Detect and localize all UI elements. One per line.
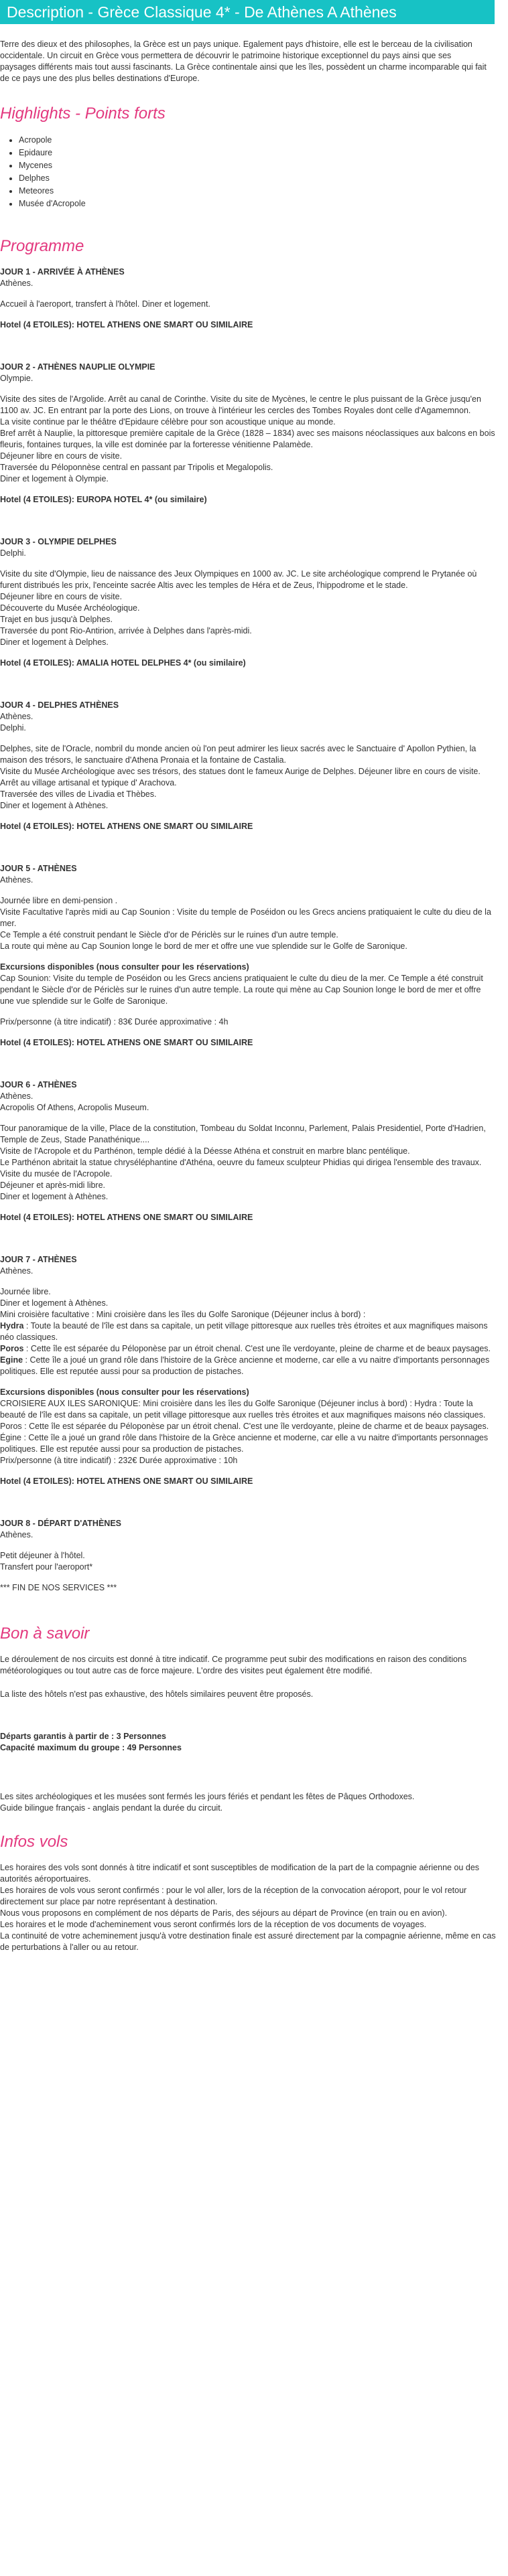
description-line: Diner et logement à Athènes. — [0, 801, 109, 810]
day-description — [0, 394, 496, 485]
programme-heading: Programme — [0, 237, 84, 255]
depart-garanti: Départs garantis à partir de : 3 Personnes — [0, 1732, 167, 1741]
hotel-line: Hotel (4 ETOILES): HOTEL ATHENS ONE SMART OU SIMILAIRE — [0, 1476, 253, 1486]
day-place: Athènes. — [0, 1266, 34, 1276]
excursions-heading: Excursions disponibles (nous consulter pour les réservations) — [0, 962, 249, 972]
day-description — [0, 743, 496, 812]
description-text: : Cette île est séparée du Péloponèse par un étroit chenal. C'est une île verdoyante, pleine de charme et de beaux paysages. — [23, 1344, 491, 1353]
infos-vols-section — [0, 1833, 496, 1953]
vol-line: Les horaires et le mode d'acheminement vous seront confirmés lors de la réception de vos documents de voyages. — [0, 1920, 427, 1929]
note-paragraph: Les sites archéologiques et les musées sont fermés les jours fériés et pendant les fêtes de Pâques Orthodoxes. — [0, 1792, 415, 1801]
day-title: JOUR 1 - ARRIVÉE À ATHÈNES — [0, 267, 125, 277]
description-line: Déjeuner libre en cours de visite. — [0, 451, 123, 461]
description-line — [0, 1355, 496, 1377]
day-place: Athènes. — [0, 279, 34, 288]
island-name: Hydra — [0, 1321, 24, 1331]
description-line: Visite du site d'Olympie, lieu de naissance des Jeux Olympiques en 1000 av. JC. Le site archéologique comprend le Prytanée où furent distribués les prix, l'enceinte sacrée Altis avec les temples de Héra et de Zeus, l'hippodrome et le stade. — [0, 569, 477, 590]
description-line: Tour panoramique de la ville, Place de la constitution, Tombeau du Soldat Inconnu, Parlement, Palais Presidentiel, Porte d'Hadrien, Temple de Zeus, Stade Panathénique.... — [0, 1124, 486, 1144]
hotel-line: Hotel (4 ETOILES): HOTEL ATHENS ONE SMART OU SIMILAIRE — [0, 1038, 253, 1047]
description-line: Prix/personne (à titre indicatif) : 83€ Durée approximative : 4h — [0, 1017, 229, 1027]
vol-line: Les horaires des vols sont donnés à titre indicatif et sont susceptibles de modification de la part de la compagnie aérienne ou des autorités aéroportuaires. — [0, 1863, 480, 1884]
description-line: Arrêt au village artisanal et typique d' Arachova. — [0, 778, 177, 787]
description-line: Diner et logement à Athènes. — [0, 1192, 109, 1201]
vol-line: Les horaires de vols vous seront confirmés : pour le vol aller, lors de la réception de la convocation aéroport, pour le vol retour directement sur place par notre représentant à destination. — [0, 1886, 467, 1906]
description-line: Découverte du Musée Archéologique. — [0, 603, 140, 613]
description-line: Accueil à l'aeroport, transfert à l'hôtel. Diner et logement. — [0, 299, 210, 309]
description-line: Traversée du pont Rio-Antirion, arrivée à Delphes dans l'après-midi. — [0, 626, 252, 635]
day-place: Athènes. — [0, 875, 34, 885]
day-block — [0, 1518, 496, 1594]
description-line: Bref arrêt à Nauplie, la pittoresque première capitale de la Grèce (1828 – 1834) avec ses maisons néoclassiques aux balcons en bois fleuris, fontaines turques, la ville est dominée par la forteresse vénitienne Palamède. — [0, 429, 495, 449]
description-line: CROISIERE AUX ILES SARONIQUE: Mini croisière dans les îles du Golfe Saronique (Déjeuner inclus à bord) : Hydra : Toute la beauté de l'île est dans sa capitale, un petit village pittoresque aux ruelles très étroites et aux magnifiques maisons néo classiques. Poros : Cette île est séparée du Péloponèse par un étroit chenal. C'est une île verdoyante, pleine de charme et de beaux paysages. Égine : Cette île a joué un grand rôle dans l'histoire de la Grèce ancienne et moderne, car elle a vu naitre d'importants personnages politiques. Elle est reputée aussi pour sa production de pistaches. — [0, 1399, 489, 1454]
description-line: Déjeuner et après-midi libre. — [0, 1181, 106, 1190]
description-line: *** FIN DE NOS SERVICES *** — [0, 1583, 117, 1592]
description-text: : Cette île a joué un grand rôle dans l'histoire de la Grèce ancienne et moderne, car elle a vu naitre d'importants personnages politiques. Elle est reputée aussi pour sa production de pistaches. — [0, 1355, 490, 1376]
day-place: Athènes. Acropolis Of Athens, Acropolis Museum. — [0, 1091, 149, 1112]
infos-vols-heading: Infos vols — [0, 1833, 68, 1851]
day-title: JOUR 4 - DELPHES ATHÈNES — [0, 700, 119, 710]
description-line: Visite du Musée Archéologique avec ses trésors, des statues dont le fameux Aurige de Delphes. Déjeuner libre en cours de visite. — [0, 767, 481, 776]
day-block — [0, 536, 496, 669]
day-block — [0, 700, 496, 832]
description-text: Journée libre. — [0, 1287, 51, 1296]
day-block — [0, 1079, 496, 1223]
description-line: Diner et logement à Olympie. — [0, 474, 109, 483]
description-text: Diner et logement à Athènes. — [0, 1298, 109, 1308]
list-item: • Delphes — [19, 172, 496, 185]
list-item: • Mycenes — [19, 159, 496, 172]
description-line: Journée libre en demi-pension . — [0, 896, 118, 905]
description-line: Traversée des villes de Livadia et Thèbes. — [0, 789, 157, 799]
day-place: Delphi. — [0, 548, 26, 558]
day-place: Athènes. — [0, 1530, 34, 1539]
note-paragraph: Guide bilingue français - anglais pendant la durée du circuit. — [0, 1803, 223, 1813]
day-description — [0, 1398, 496, 1466]
description-line: Petit déjeuner à l'hôtel. — [0, 1551, 85, 1560]
description-line: La route qui mène au Cap Sounion longe le bord de mer et offre une vue splendide sur le Golfe de Saronique. — [0, 941, 407, 951]
bon-a-savoir-section — [0, 1624, 496, 1833]
page-title: Description - Grèce Classique 4* - De Athènes A Athènes — [0, 0, 495, 24]
hotel-line: Hotel (4 ETOILES): EUROPA HOTEL 4* (ou similaire) — [0, 495, 207, 504]
day-title: JOUR 3 - OLYMPIE DELPHES — [0, 537, 117, 546]
day-title: JOUR 6 - ATHÈNES — [0, 1080, 77, 1089]
description-line: Le Parthénon abritait la statue chryséléphantine d'Athéna, oeuvre du fameux sculpteur Phidias qui dirigea l'ensemble des travaux. — [0, 1158, 482, 1167]
description-line — [0, 1309, 496, 1320]
description-text: Mini croisière facultative : Mini croisière dans les îles du Golfe Saronique (Déjeuner inclus à bord) : — [0, 1310, 366, 1319]
description-line: Visite Facultative l'après midi au Cap Sounion : Visite du temple de Poséidon ou les Grecs anciens pratiquaient le culte du dieu de la mer. — [0, 907, 491, 928]
day-place: Olympie. — [0, 374, 34, 383]
list-item: • Musée d'Acropole — [19, 198, 496, 210]
description-line: Traversée du Péloponnèse central en passant par Tripolis et Megalopolis. — [0, 463, 273, 472]
description-line: Delphes, site de l'Oracle, nombril du monde ancien où l'on peut admirer les lieux sacrés avec le Sanctuaire d' Apollon Pythien, la maison des trésors, le sanctuaire d'Athena Pronaia et la fontaine de Castalia. — [0, 744, 477, 765]
description-line — [0, 1343, 496, 1355]
day-block — [0, 863, 496, 1049]
day-block — [0, 267, 496, 331]
excursions-heading: Excursions disponibles (nous consulter pour les réservations) — [0, 1387, 249, 1397]
day-description — [0, 973, 496, 1007]
description-line: Déjeuner libre en cours de visite. — [0, 592, 123, 601]
day-title: JOUR 8 - DÉPART D'ATHÈNES — [0, 1519, 121, 1528]
day-block — [0, 1254, 496, 1487]
highlights-list — [0, 134, 496, 210]
highlights-heading: Highlights - Points forts — [0, 104, 166, 123]
day-block — [0, 362, 496, 506]
day-description — [0, 1286, 496, 1377]
description-line: Visite de l'Acropole et du Parthénon, temple dédié à la Déesse Athéna et construit en marbre blanc pentélique. — [0, 1146, 410, 1156]
island-name: Egine — [0, 1355, 23, 1365]
description-line: Diner et logement à Delphes. — [0, 637, 109, 647]
description-line: Trajet en bus jusqu'à Delphes. — [0, 615, 113, 624]
day-description — [0, 1550, 496, 1573]
day-title: JOUR 7 - ATHÈNES — [0, 1255, 77, 1264]
description-text: : Toute la beauté de l'île est dans sa capitale, un petit village pittoresque aux ruelles très étroites et aux magnifiques maisons néo classiques. — [0, 1321, 488, 1342]
list-item: • Epidaure — [19, 147, 496, 159]
day-description — [0, 895, 496, 952]
day-place: Athènes. Delphi. — [0, 712, 34, 733]
island-name: Poros — [0, 1344, 24, 1353]
programme-days — [0, 267, 496, 1594]
capacite-groupe: Capacité maximum du groupe : 49 Personnes — [0, 1743, 182, 1752]
description-line: Visite du musée de l'Acropole. — [0, 1169, 113, 1179]
day-description — [0, 569, 496, 648]
vol-line: La continuité de votre acheminement jusqu'à votre destination finale est assuré directement par la compagnie aérienne, même en cas de perturbations à l'aller ou au retour. — [0, 1931, 496, 1952]
description-line: Cap Sounion: Visite du temple de Poséidon ou les Grecs anciens pratiquaient le culte du dieu de la mer. Ce Temple a été construit pendant le Siècle d'or de Périclès sur le ruines d'un autre temple. La route qui mène au Cap Sounion longe le bord de mer et offre une vue splendide sur le Golfe de Saronique. — [0, 974, 483, 1006]
description-line — [0, 1286, 496, 1298]
description-line: Visite des sites de l'Argolide. Arrêt au canal de Corinthe. Visite du site de Mycènes, le centre le plus puissant de la Grèce jusqu'en 1100 av. JC. En entrant par la porte des Lions, on trouve à l'intérieur les cercles des Tombes Royales dont celle d'Agamemnon. — [0, 394, 481, 415]
note-paragraph: La liste des hôtels n'est pas exhaustive, des hôtels similaires peuvent être proposés. — [0, 1689, 314, 1699]
day-description — [0, 1123, 496, 1203]
hotel-line: Hotel (4 ETOILES): AMALIA HOTEL DELPHES 4* (ou similaire) — [0, 658, 246, 668]
day-description — [0, 1582, 496, 1594]
description-line: Ce Temple a été construit pendant le Siècle d'or de Périclès sur le ruines d'un autre temple. — [0, 930, 338, 939]
day-title: JOUR 2 - ATHÈNES NAUPLIE OLYMPIE — [0, 362, 155, 372]
description-line: Transfert pour l'aeroport* — [0, 1562, 93, 1572]
hotel-line: Hotel (4 ETOILES): HOTEL ATHENS ONE SMART OU SIMILAIRE — [0, 1213, 253, 1222]
bon-a-savoir-heading: Bon à savoir — [0, 1624, 90, 1643]
description-line — [0, 1320, 496, 1343]
description-line — [0, 1298, 496, 1309]
list-item: • Meteores — [19, 185, 496, 198]
description-line: Prix/personne (à titre indicatif) : 232€ Durée approximative : 10h — [0, 1456, 238, 1465]
hotel-line: Hotel (4 ETOILES): HOTEL ATHENS ONE SMART OU SIMILAIRE — [0, 320, 253, 329]
day-description — [0, 299, 496, 310]
intro-text: Terre des dieux et des philosophes, la Grèce est un pays unique. Egalement pays d'histoire, elle est le berceau de la civilisation occidentale. Un circuit en Grèce vous permettera de découvrir le patrimoine historique exceptionnel du pays ainsi que ses paysages différents mais tout aussi fascinants. La Grèce continentale ainsi que les îles, possèdent un charme incomparable qui fait de ce pays une des plus belles destinations d'Europe. — [0, 40, 487, 83]
vol-line: Nous vous proposons en complément de nos départs de Paris, des séjours au départ de Province (en train ou en avion). — [0, 1908, 448, 1918]
day-title: JOUR 5 - ATHÈNES — [0, 864, 77, 873]
day-description — [0, 1016, 496, 1028]
note-paragraph: Le déroulement de nos circuits est donné à titre indicatif. Ce programme peut subir des modifications en raison des conditions météorologiques ou tout autre cas de force majeure. L'ordre des visites peut également être modifié. — [0, 1655, 467, 1675]
list-item: • Acropole — [19, 134, 496, 147]
description-line: La visite continue par le théâtre d'Epidaure célèbre pour son acoustique unique au monde. — [0, 417, 336, 427]
hotel-line: Hotel (4 ETOILES): HOTEL ATHENS ONE SMART OU SIMILAIRE — [0, 822, 253, 831]
